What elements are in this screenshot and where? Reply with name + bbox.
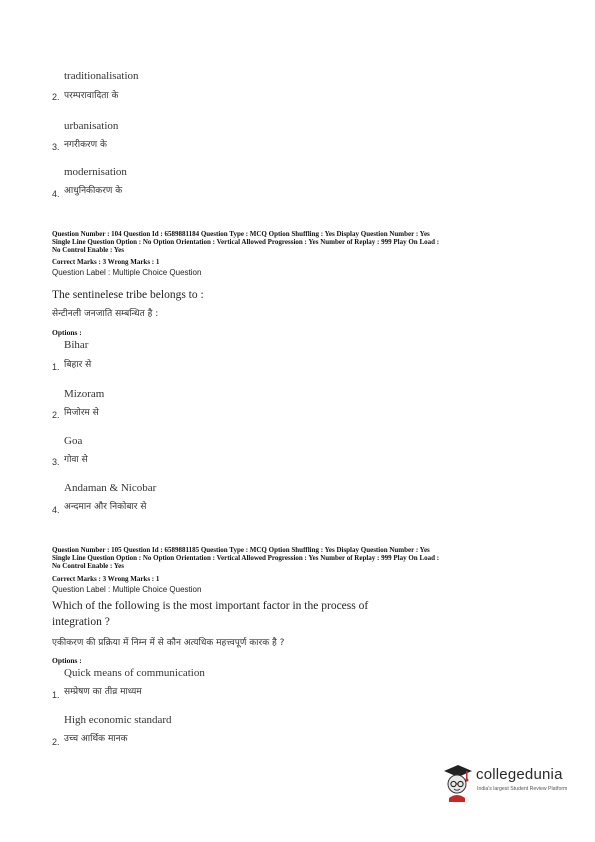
q104-option-1-hi: बिहार से xyxy=(64,360,92,370)
q105-question-text-en-line1: Which of the following is the most important factor in the process of xyxy=(52,600,369,612)
q105-meta-line1: Question Number : 105 Question Id : 6589881185 Question Type : MCQ Option Shuffling : Yes Display Question Number : Yes xyxy=(52,546,430,554)
q104-option-1-en: Bihar xyxy=(64,339,89,351)
q104-option-3-number[interactable]: 3. xyxy=(52,457,60,467)
q104-question-text-hi: सेन्टीनली जनजाति सम्बन्धित है : xyxy=(52,309,159,319)
q104-option-2-hi: मिजोरम से xyxy=(64,408,99,418)
prev-option-4-hi: आधुनिकीकरण के xyxy=(64,186,123,196)
q104-marks: Correct Marks : 3 Wrong Marks : 1 xyxy=(52,258,160,266)
q105-question-label: Question Label : Multiple Choice Question xyxy=(52,585,202,594)
q105-meta-line3: No Control Enable : Yes xyxy=(52,562,124,570)
collegedunia-logo xyxy=(440,762,582,802)
q104-meta-line2: Single Line Question Option : No Option Orientation : Vertical Allowed Progression : Yes Number of Replay : 999 Play On Load : xyxy=(52,238,440,246)
q104-option-4-hi: अन्दमान और निकोबार से xyxy=(64,502,147,512)
q104-option-2-en: Mizoram xyxy=(64,388,105,400)
q104-option-3-hi: गोवा से xyxy=(64,455,88,465)
q104-question-label: Question Label : Multiple Choice Question xyxy=(52,268,202,277)
q105-option-2-en: High economic standard xyxy=(64,714,172,726)
prev-option-3-en: urbanisation xyxy=(64,120,119,132)
q104-option-1-number[interactable]: 1. xyxy=(52,362,60,372)
prev-option-2-en: traditionalisation xyxy=(64,70,139,82)
q105-question-text-en-line2: integration ? xyxy=(52,616,110,628)
prev-option-3-hi: नगरीकरण के xyxy=(64,140,107,150)
logo-wordmark: collegedunia xyxy=(476,766,563,783)
q105-option-2-number[interactable]: 2. xyxy=(52,737,60,747)
q105-option-1-number[interactable]: 1. xyxy=(52,690,60,700)
graduate-mascot-icon xyxy=(440,762,476,802)
prev-option-2-number: 2. xyxy=(52,92,60,102)
q104-meta-line3: No Control Enable : Yes xyxy=(52,246,124,254)
prev-option-3-number: 3. xyxy=(52,142,60,152)
q105-meta-line2: Single Line Question Option : No Option Orientation : Vertical Allowed Progression : Yes Number of Replay : 999 Play On Load : xyxy=(52,554,440,562)
q105-question-text-hi: एकीकरण की प्रक्रिया में निम्न में से कौन अत्यधिक महत्त्वपूर्ण कारक है ? xyxy=(52,638,285,648)
q105-option-1-hi: सम्प्रेषण का तीव्र माध्यम xyxy=(64,687,142,697)
prev-option-4-number: 4. xyxy=(52,189,60,199)
q104-options-label: Options : xyxy=(52,328,82,337)
q104-option-4-en: Andaman & Nicobar xyxy=(64,482,157,494)
prev-option-2-hi: परम्परावादिता के xyxy=(64,91,119,101)
q105-marks: Correct Marks : 3 Wrong Marks : 1 xyxy=(52,575,160,583)
prev-option-4-en: modernisation xyxy=(64,166,127,178)
q104-option-4-number[interactable]: 4. xyxy=(52,505,60,515)
q105-option-1-en: Quick means of communication xyxy=(64,667,205,679)
q105-option-2-hi: उच्च आर्थिक मानक xyxy=(64,734,128,744)
q104-option-3-en: Goa xyxy=(64,435,83,447)
q104-question-text-en: The sentinelese tribe belongs to : xyxy=(52,289,204,301)
logo-tagline: India's largest Student Review Platform xyxy=(477,786,568,792)
q105-options-label: Options : xyxy=(52,656,82,665)
q104-option-2-number[interactable]: 2. xyxy=(52,410,60,420)
q104-meta-line1: Question Number : 104 Question Id : 6589881184 Question Type : MCQ Option Shuffling : Yes Display Question Number : Yes xyxy=(52,230,430,238)
